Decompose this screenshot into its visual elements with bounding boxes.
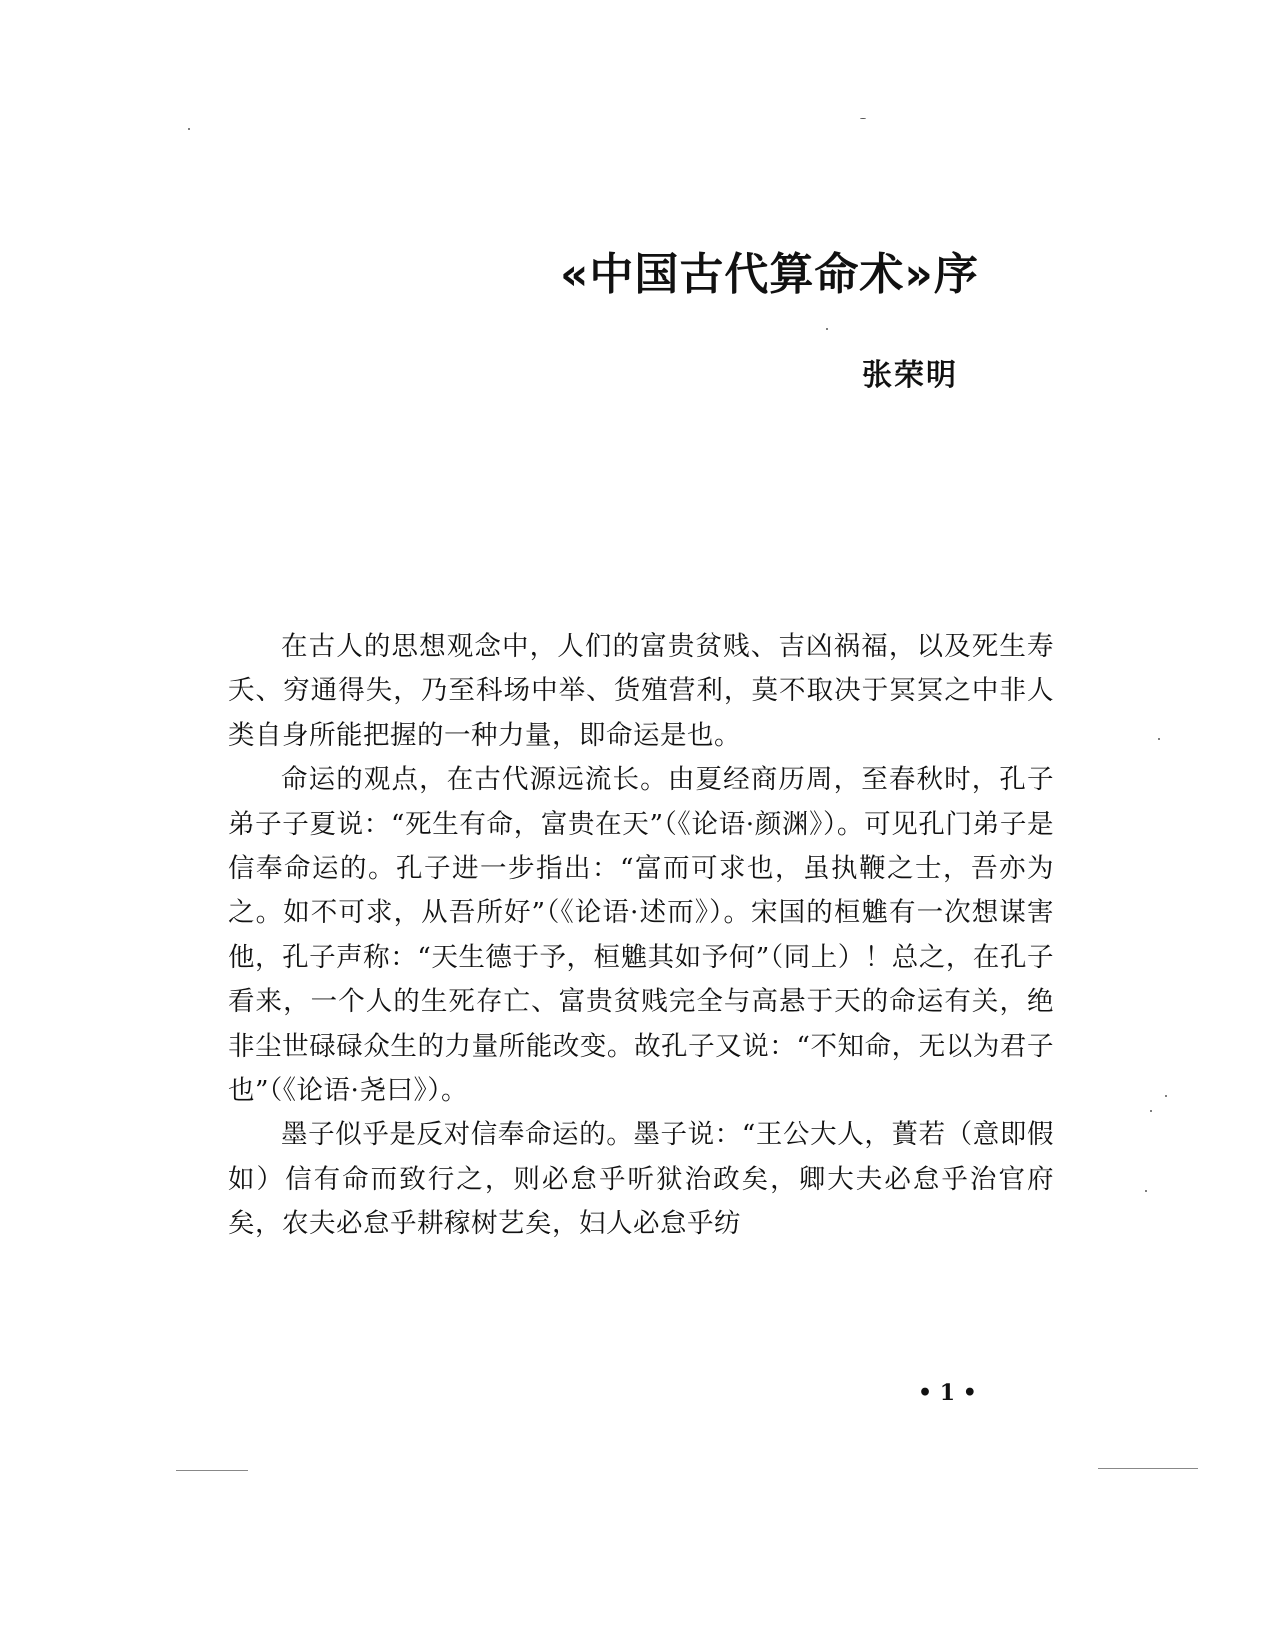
scan-speck bbox=[1145, 1190, 1147, 1192]
paragraph-3: 墨子似乎是反对信奉命运的。墨子说：“王公大人，蕢若（意即假如）信有命而致行之，则必怠乎听狱治政矣，卿大夫必怠乎治官府矣，农夫必怠乎耕稼树艺矣，妇人必怠乎纺 bbox=[228, 1119, 1054, 1240]
scan-speck bbox=[1165, 1095, 1167, 1097]
scan-speck bbox=[1158, 738, 1160, 740]
paragraph-2: 命运的观点，在古代源远流长。由夏经商历周，至春秋时，孔子弟子子夏说：“死生有命，富贵在天”（《论语·颜渊》）。可见孔门弟子是信奉命运的。孔子进一步指出：“富而可求也，虽执鞭之士，吾亦为之。如不可求，从吾所好”（《论语·述而》）。宋国的桓魋有一次想谋害他，孔子声称：“天生德于予，桓魋其如予何”（同上）！总之，在孔子看来，一个人的生死存亡、富贵贫贱完全与高悬于天的命运有关，绝非尘世碌碌众生的力量所能改变。故孔子又说：“不知命，无以为君子也”（《论语·尧曰》）。 bbox=[228, 764, 1054, 1107]
author-name: 张荣明 bbox=[862, 358, 958, 393]
scan-speck bbox=[1150, 1110, 1152, 1112]
scan-speck bbox=[826, 328, 828, 330]
page-number: • 1 • bbox=[918, 1380, 977, 1406]
scan-speck bbox=[860, 118, 866, 119]
page-title: «中国古代算命术»序 bbox=[560, 249, 979, 300]
scan-speck bbox=[188, 128, 190, 130]
paragraph-1: 在古人的思想观念中，人们的富贵贫贱、吉凶祸福，以及死生寿夭、穷通得失，乃至科场中举、货殖营利，莫不取决于冥冥之中非人类自身所能把握的一种力量，即命运是也。 bbox=[228, 631, 1054, 751]
scan-line bbox=[176, 1470, 248, 1471]
scan-line bbox=[1098, 1468, 1198, 1469]
body-text bbox=[228, 625, 1054, 1247]
